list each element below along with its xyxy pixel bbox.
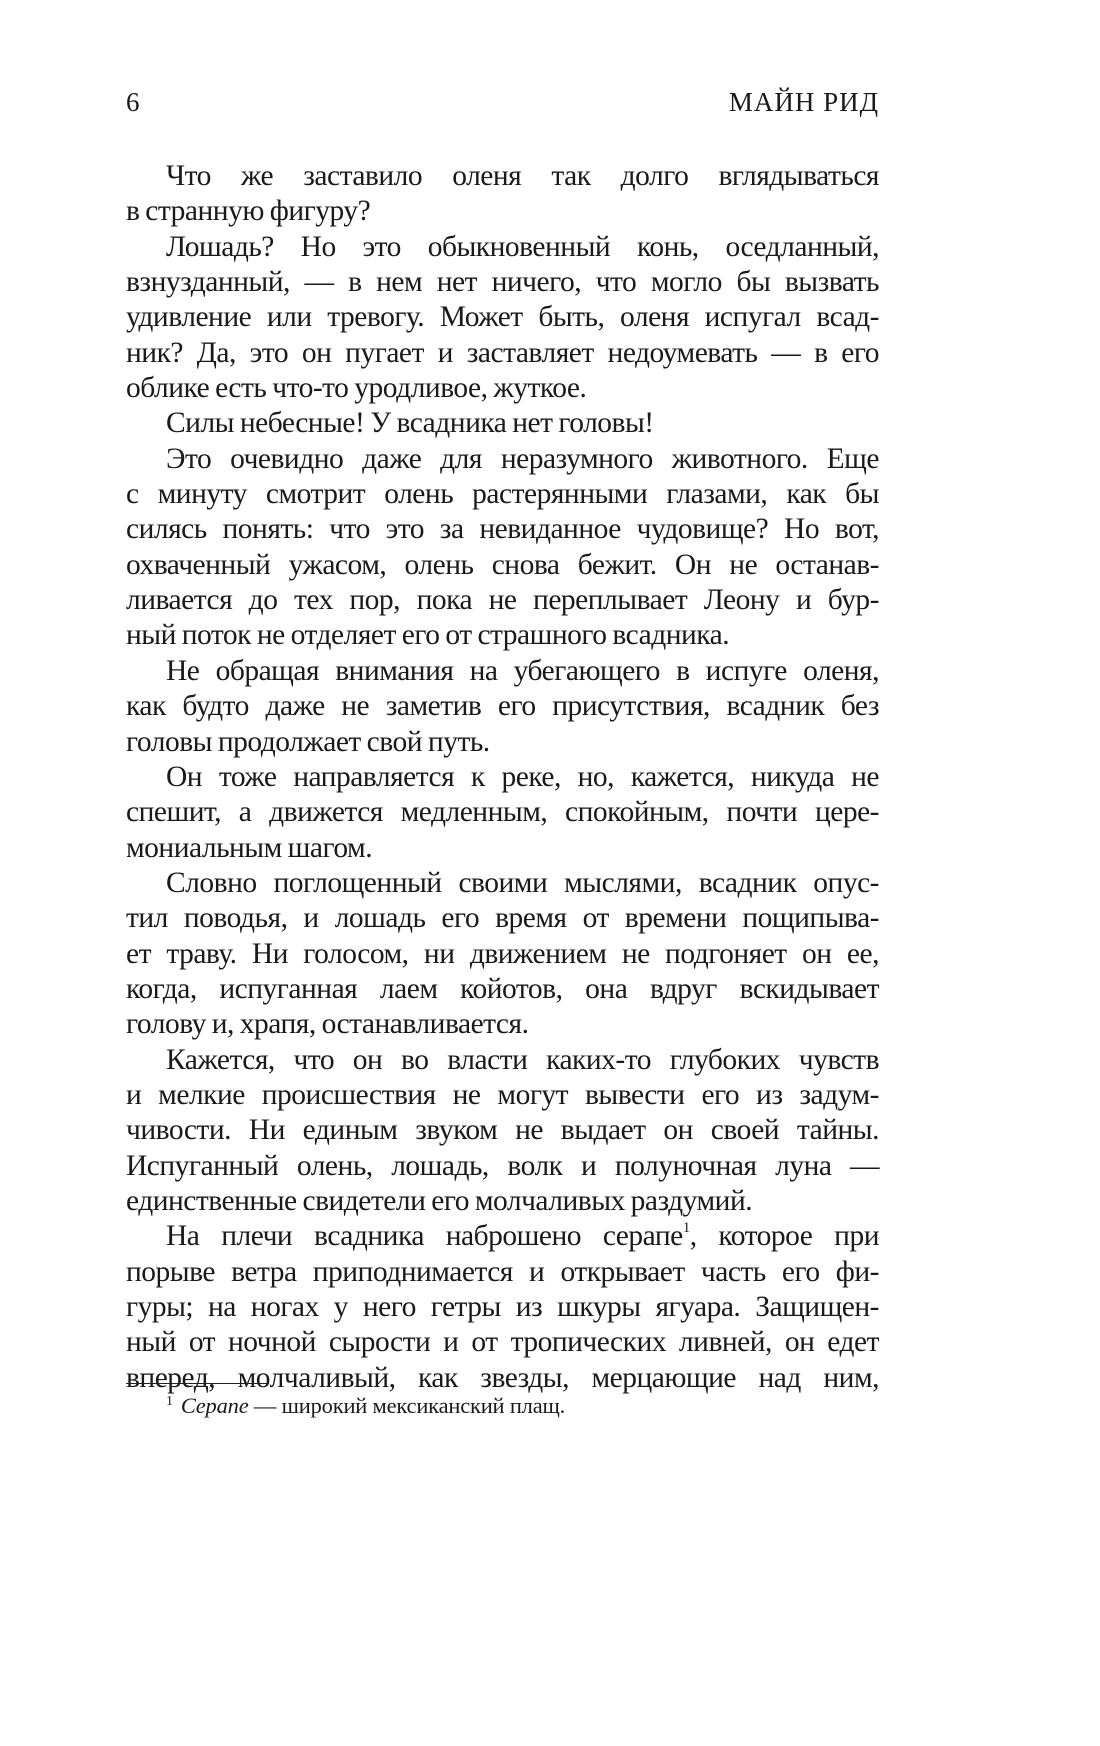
footnote-reference[interactable]: 1: [682, 1220, 690, 1237]
text-line: ет траву. Ни голосом, ни движением не подгоняет он ее,: [126, 937, 879, 970]
text-line: когда, испуганная лаем койотов, она вдруг вскидывает: [126, 972, 879, 1005]
text-segment: На плечи всадника наброшено серапе: [166, 1220, 683, 1253]
text-line: Словно поглощенный своими мыслями, всадник опус-: [166, 866, 879, 899]
text-line: Это очевидно даже для неразумного животного. Еще: [166, 442, 879, 475]
text-line: как будто даже не заметив его присутствия, всадник без: [126, 690, 879, 723]
text-line: Лошадь? Но это обыкновенный конь, оседланный,: [166, 230, 879, 263]
text-line: ный поток не отделяет его от страшного всадника.: [126, 619, 730, 652]
text-line: и мелкие происшествия не могут вывести его из задум-: [126, 1078, 879, 1111]
running-head: [126, 86, 879, 118]
text-line: Кажется, что он во власти каких-то глубоких чувств: [166, 1043, 879, 1076]
text-line: с минуту смотрит олень растерянными глазами, как бы: [126, 478, 879, 511]
text-line: в странную фигуру?: [126, 195, 371, 228]
text-line: охваченный ужасом, олень снова бежит. Он не останав-: [126, 548, 879, 581]
text-line-with-footnote-ref: [126, 1219, 879, 1254]
text-line: Силы небесные! У всадника нет головы!: [166, 407, 654, 440]
text-line: вперед, молчаливый, как звезды, мерцающие над ним,: [126, 1361, 879, 1394]
text-line: голову и, храпя, останавливается.: [126, 1008, 529, 1041]
text-segment: , которое при: [689, 1220, 879, 1253]
text-line: Не обращая внимания на убегающего в испуге оленя,: [166, 654, 879, 687]
text-line: тил поводья, и лошадь его время от времени пощипыва-: [126, 902, 879, 935]
body-text: [126, 159, 879, 1396]
text-line: Что же заставило оленя так долго вглядываться: [166, 160, 879, 192]
footnote-term: Серапе: [180, 1393, 249, 1418]
text-line: Испуганный олень, лошадь, волк и полуночная луна —: [126, 1149, 879, 1182]
footnote-divider: [126, 1383, 268, 1384]
text-line: силясь понять: что это за невиданное чудовище? Но вот,: [126, 513, 879, 546]
footnote: [166, 1390, 565, 1426]
text-line: удивление или тревогу. Может быть, оленя испугал всад-: [126, 301, 879, 334]
text-line: взнузданный, — в нем нет ничего, что могло бы вызвать: [126, 266, 879, 299]
text-line: ливается до тех пор, пока не переплывает Леону и бур-: [126, 584, 879, 617]
page-number: 6: [126, 87, 140, 117]
text-line: облике есть что-то уродливое, жуткое.: [126, 372, 587, 405]
text-line: головы продолжает свой путь.: [126, 725, 490, 758]
text-line: мониальным шагом.: [126, 831, 373, 864]
text-line: гуры; на ногах у него гетры из шкуры ягуара. Защищен-: [126, 1291, 879, 1323]
text-line: спешит, а движется медленным, спокойным, почти цере-: [126, 796, 879, 829]
footnote-marker: 1: [166, 1394, 173, 1409]
text-line: единственные свидетели его молчаливых раздумий.: [126, 1184, 753, 1217]
running-head-author: МАЙН РИД: [728, 87, 879, 117]
text-line: чивости. Ни единым звуком не выдает он своей тайны.: [126, 1114, 879, 1147]
text-line: порыве ветра приподнимается и открывает часть его фи-: [126, 1255, 879, 1288]
text-line: ный от ночной сырости и от тропических ливней, он едет: [126, 1326, 879, 1359]
book-page: [126, 0, 879, 1746]
text-line: Он тоже направляется к реке, но, кажется, никуда не: [166, 760, 879, 793]
text-line: ник? Да, это он пугает и заставляет недоумевать — в его: [126, 336, 879, 369]
footnote-definition: — широкий мексиканский плащ.: [248, 1393, 566, 1418]
